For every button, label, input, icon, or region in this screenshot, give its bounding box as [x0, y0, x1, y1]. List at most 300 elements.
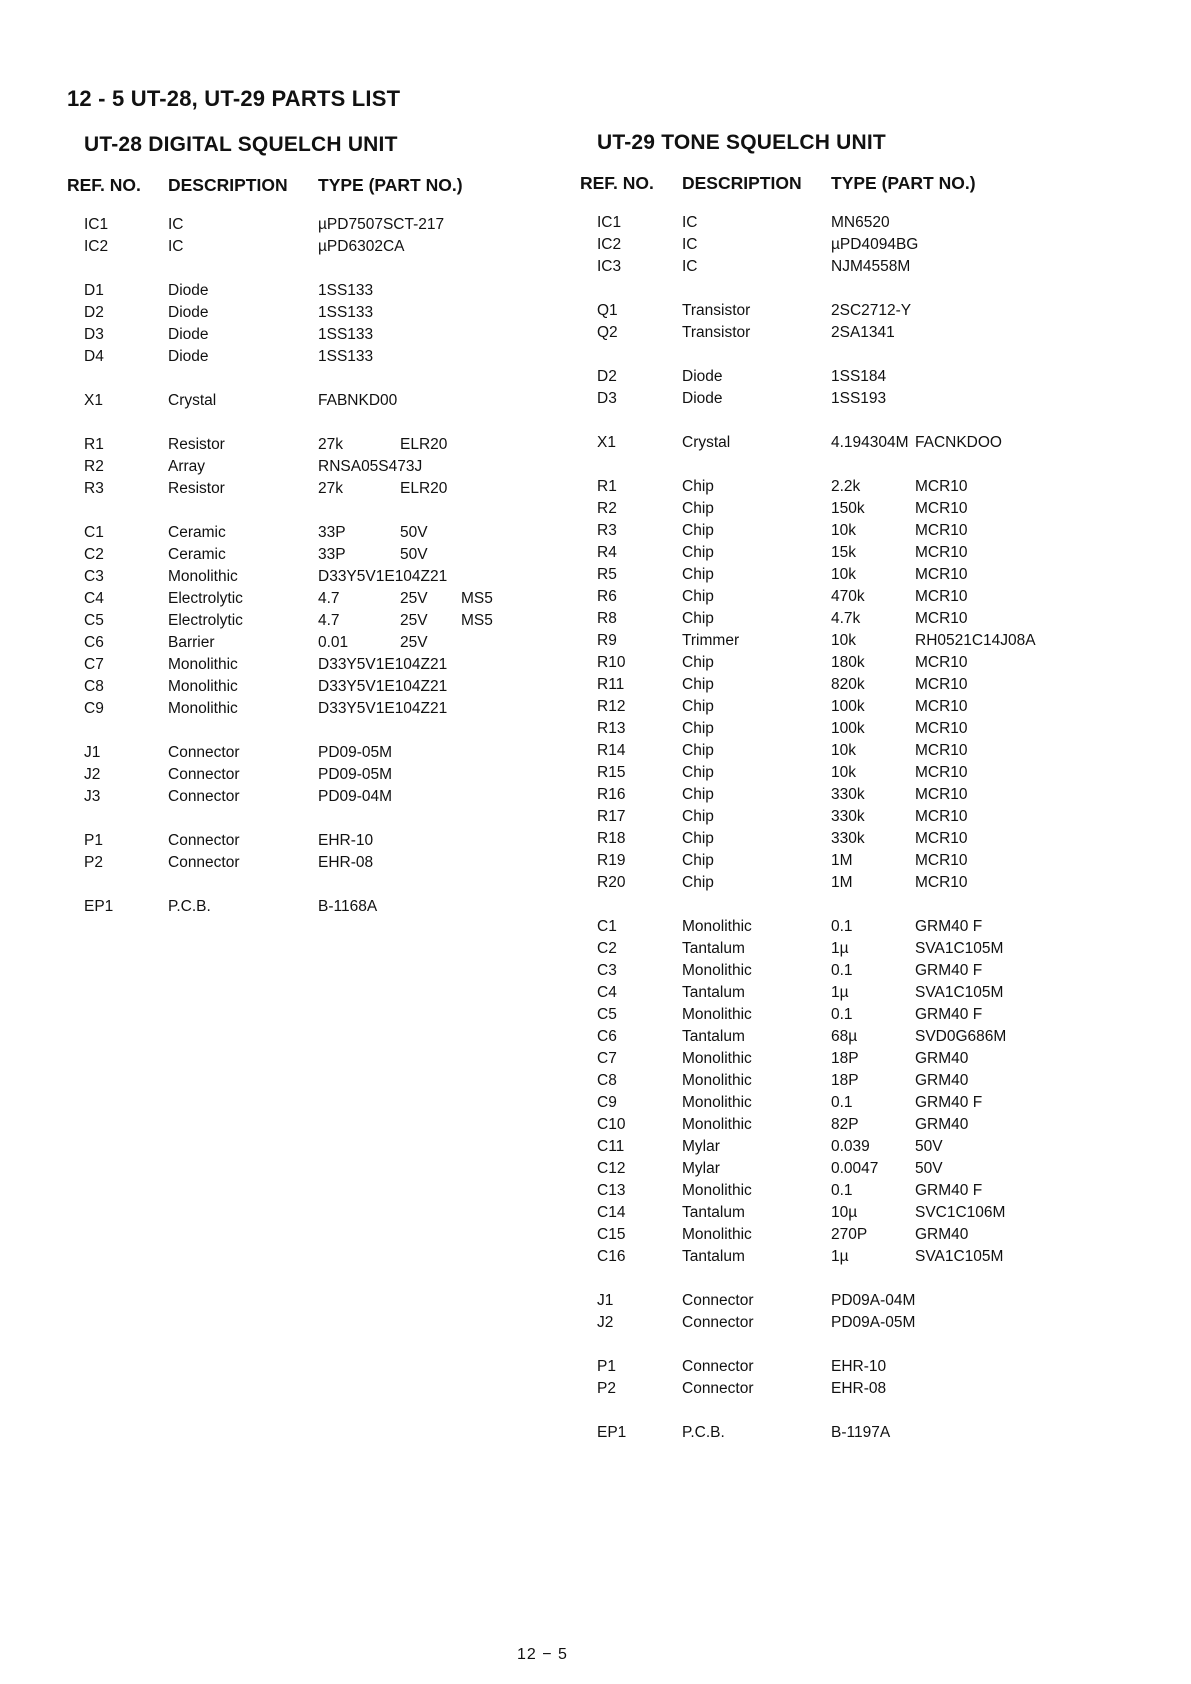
parts-row-ref-no: R1 — [597, 478, 617, 495]
parts-row-ref-no: C15 — [597, 1226, 626, 1243]
parts-row-description: Monolithic — [682, 962, 752, 979]
parts-row-description: Diode — [168, 282, 209, 299]
parts-row-ref-no: C4 — [84, 590, 104, 607]
ut29-header-desc: DESCRIPTION — [682, 173, 802, 193]
parts-row-ref-no: C7 — [84, 656, 104, 673]
parts-row-value-2: SVA1C105M — [915, 984, 1004, 1001]
parts-row-description: Chip — [682, 566, 714, 583]
parts-row-ref-no: X1 — [597, 434, 616, 451]
parts-row-type: 0.01 — [318, 634, 349, 651]
parts-row-ref-no: R4 — [597, 544, 617, 561]
parts-row-value-3: MS5 — [461, 612, 493, 629]
parts-row-description: Chip — [682, 544, 714, 561]
parts-row-type: 10µ — [831, 1204, 858, 1221]
parts-row-type: 1µ — [831, 1248, 849, 1265]
parts-row-type: 180k — [831, 654, 865, 671]
parts-row-description: Monolithic — [168, 656, 238, 673]
parts-row-description: Connector — [168, 832, 240, 849]
parts-row-description: Monolithic — [168, 700, 238, 717]
parts-row-ref-no: R1 — [84, 436, 104, 453]
parts-row-value-2: SVD0G686M — [915, 1028, 1007, 1045]
parts-row — [0, 872, 1191, 894]
parts-row-value-2: 50V — [915, 1138, 943, 1155]
parts-row-description: Monolithic — [682, 918, 752, 935]
parts-row-value-2: FACNKDOO — [915, 434, 1002, 451]
parts-row-ref-no: Q2 — [597, 324, 618, 341]
parts-row-ref-no: Q1 — [597, 302, 618, 319]
parts-row — [0, 762, 1191, 784]
parts-row — [0, 1356, 1191, 1378]
parts-row-description: Chip — [682, 852, 714, 869]
parts-row-description: Monolithic — [682, 1226, 752, 1243]
parts-row — [0, 212, 1191, 234]
parts-row-ref-no: IC1 — [597, 214, 622, 231]
parts-row-description: Tantalum — [682, 940, 745, 957]
ut29-header-type: TYPE (PART NO.) — [831, 173, 976, 193]
parts-row-description: IC — [682, 214, 698, 231]
parts-row-value-2: GRM40 — [915, 1226, 969, 1243]
parts-row — [0, 498, 1191, 520]
parts-row-ref-no: C9 — [597, 1094, 617, 1111]
parts-row-type: EHR-10 — [318, 832, 374, 849]
parts-row-description: Ceramic — [168, 546, 226, 563]
parts-row-value-2: 25V — [400, 612, 428, 629]
parts-row-ref-no: C8 — [597, 1072, 617, 1089]
parts-row — [0, 1312, 1191, 1334]
parts-row-ref-no: EP1 — [84, 898, 114, 915]
parts-row-value-2: SVA1C105M — [915, 1248, 1004, 1265]
parts-row-type: 33P — [318, 546, 346, 563]
parts-row-type: 82P — [831, 1116, 859, 1133]
parts-row-value-2: MCR10 — [915, 588, 968, 605]
parts-row-ref-no: R3 — [84, 480, 104, 497]
parts-row-type: PD09-05M — [318, 766, 393, 783]
parts-row-type: RNSA05S473J — [318, 458, 423, 475]
parts-row-ref-no: C5 — [84, 612, 104, 629]
ut28-header-type: TYPE (PART NO.) — [318, 175, 463, 195]
parts-row-type: 270P — [831, 1226, 868, 1243]
parts-row-description: IC — [168, 238, 184, 255]
parts-row-ref-no: J3 — [84, 788, 101, 805]
parts-row-value-2: 50V — [915, 1160, 943, 1177]
parts-row-value-2: MCR10 — [915, 544, 968, 561]
parts-row-description: Chip — [682, 654, 714, 671]
parts-row-type: 0.039 — [831, 1138, 870, 1155]
parts-row-ref-no: D2 — [597, 368, 617, 385]
parts-row-description: Connector — [168, 788, 240, 805]
parts-row — [0, 828, 1191, 850]
ut28-title: UT-28 DIGITAL SQUELCH UNIT — [84, 133, 398, 156]
parts-row — [0, 1114, 1191, 1136]
parts-row-ref-no: C3 — [84, 568, 104, 585]
parts-row — [0, 564, 1191, 586]
parts-row-description: IC — [682, 258, 698, 275]
parts-row-type: D33Y5V1E104Z21 — [318, 678, 448, 695]
parts-row-value-2: ELR20 — [400, 436, 448, 453]
parts-row — [0, 1158, 1191, 1180]
parts-row-ref-no: C4 — [597, 984, 617, 1001]
parts-row-ref-no: C10 — [597, 1116, 626, 1133]
parts-row-type: 18P — [831, 1050, 859, 1067]
parts-row-value-2: MCR10 — [915, 698, 968, 715]
parts-row — [0, 300, 1191, 322]
parts-row-ref-no: C2 — [84, 546, 104, 563]
parts-row-ref-no: D1 — [84, 282, 104, 299]
parts-row-description: IC — [168, 216, 184, 233]
parts-row-description: Electrolytic — [168, 612, 243, 629]
parts-row — [0, 1378, 1191, 1400]
parts-row-ref-no: IC3 — [597, 258, 622, 275]
parts-row-ref-no: D2 — [84, 304, 104, 321]
parts-row-ref-no: IC2 — [84, 238, 109, 255]
parts-row-description: Ceramic — [168, 524, 226, 541]
parts-row-description: Connector — [682, 1358, 754, 1375]
parts-row — [0, 520, 1191, 542]
parts-row-value-2: MCR10 — [915, 830, 968, 847]
parts-row-description: Transistor — [682, 302, 751, 319]
parts-row-value-2: GRM40 — [915, 1050, 969, 1067]
parts-row-description: Crystal — [682, 434, 731, 451]
parts-row-value-2: 50V — [400, 546, 428, 563]
parts-row-ref-no: C12 — [597, 1160, 626, 1177]
parts-row-description: Chip — [682, 588, 714, 605]
parts-row-ref-no: R15 — [597, 764, 626, 781]
parts-row-ref-no: R8 — [597, 610, 617, 627]
parts-row-value-2: MCR10 — [915, 742, 968, 759]
parts-row-description: Tantalum — [682, 1204, 745, 1221]
parts-row-ref-no: P2 — [597, 1380, 616, 1397]
parts-row — [0, 256, 1191, 278]
ut28-header-ref: REF. NO. — [67, 175, 141, 195]
parts-row-ref-no: C11 — [597, 1138, 625, 1155]
parts-row-ref-no: D3 — [84, 326, 104, 343]
parts-row-type: 4.7k — [831, 610, 861, 627]
parts-row-description: Monolithic — [682, 1050, 752, 1067]
parts-row-type: PD09A-04M — [831, 1292, 916, 1309]
parts-row-ref-no: R16 — [597, 786, 626, 803]
parts-row — [0, 1180, 1191, 1202]
parts-row-description: Chip — [682, 698, 714, 715]
parts-row — [0, 784, 1191, 806]
parts-row-ref-no: R10 — [597, 654, 626, 671]
parts-row-value-2: MCR10 — [915, 874, 968, 891]
parts-row-ref-no: IC1 — [84, 216, 109, 233]
parts-row — [0, 982, 1191, 1004]
parts-row-description: Chip — [682, 808, 714, 825]
parts-row-ref-no: R2 — [84, 458, 104, 475]
parts-row-type: PD09A-05M — [831, 1314, 916, 1331]
parts-row-description: P.C.B. — [168, 898, 211, 915]
parts-row-description: Monolithic — [168, 678, 238, 695]
parts-row-ref-no: R12 — [597, 698, 626, 715]
parts-row-description: Electrolytic — [168, 590, 243, 607]
parts-row-ref-no: R3 — [597, 522, 617, 539]
parts-row-ref-no: R9 — [597, 632, 617, 649]
parts-row-type: 4.7 — [318, 590, 340, 607]
parts-row-type: PD09-04M — [318, 788, 393, 805]
parts-row-value-2: 25V — [400, 590, 428, 607]
parts-row — [0, 1070, 1191, 1092]
parts-row-description: Diode — [168, 348, 209, 365]
parts-row-description: Connector — [168, 854, 240, 871]
parts-row — [0, 652, 1191, 674]
parts-row-type: EHR-08 — [831, 1380, 887, 1397]
parts-row — [0, 388, 1191, 410]
parts-row-type: MN6520 — [831, 214, 890, 231]
parts-row-type: µPD7507SCT-217 — [318, 216, 445, 233]
parts-row-value-2: GRM40 — [915, 1072, 969, 1089]
parts-row-description: Connector — [682, 1380, 754, 1397]
parts-row — [0, 960, 1191, 982]
parts-row-ref-no: J2 — [84, 766, 101, 783]
parts-row-description: Chip — [682, 610, 714, 627]
parts-row-type: B-1197A — [831, 1424, 891, 1441]
parts-row-ref-no: R17 — [597, 808, 626, 825]
parts-row-type: 27k — [318, 436, 343, 453]
parts-row-description: Transistor — [682, 324, 751, 341]
parts-row-description: Connector — [682, 1314, 754, 1331]
parts-row-description: Diode — [682, 390, 723, 407]
parts-row-type: 2SA1341 — [831, 324, 895, 341]
parts-row-value-2: SVA1C105M — [915, 940, 1004, 957]
parts-row — [0, 806, 1191, 828]
parts-row — [0, 850, 1191, 872]
parts-row — [0, 1422, 1191, 1444]
parts-row-description: Monolithic — [168, 568, 238, 585]
parts-row — [0, 1026, 1191, 1048]
parts-row-type: 18P — [831, 1072, 859, 1089]
parts-row-value-2: MCR10 — [915, 852, 968, 869]
parts-row-description: Mylar — [682, 1160, 720, 1177]
parts-row — [0, 542, 1191, 564]
parts-row-description: IC — [682, 236, 698, 253]
parts-row — [0, 432, 1191, 454]
parts-row-value-2: MCR10 — [915, 610, 968, 627]
parts-row-type: PD09-05M — [318, 744, 393, 761]
parts-row-description: Monolithic — [682, 1094, 752, 1111]
parts-row-type: 1SS133 — [318, 326, 374, 343]
parts-row-type: µPD6302CA — [318, 238, 405, 255]
parts-row-value-2: MCR10 — [915, 808, 968, 825]
parts-row-type: 33P — [318, 524, 346, 541]
parts-row-value-2: 50V — [400, 524, 428, 541]
parts-row-description: Diode — [168, 326, 209, 343]
parts-row-type: 1SS133 — [318, 282, 374, 299]
parts-row-type: 10k — [831, 566, 856, 583]
parts-row-type: 1M — [831, 874, 853, 891]
parts-row-description: Chip — [682, 478, 714, 495]
parts-row-type: 470k — [831, 588, 865, 605]
parts-row-ref-no: C2 — [597, 940, 617, 957]
parts-row-type: 10k — [831, 764, 856, 781]
parts-row-description: Chip — [682, 742, 714, 759]
parts-row-type: 100k — [831, 720, 865, 737]
parts-row-value-3: MS5 — [461, 590, 493, 607]
parts-row-ref-no: R14 — [597, 742, 626, 759]
parts-row-value-2: MCR10 — [915, 720, 968, 737]
parts-row-type: 0.1 — [831, 1006, 853, 1023]
parts-row-ref-no: C5 — [597, 1006, 617, 1023]
parts-row — [0, 586, 1191, 608]
parts-row — [0, 938, 1191, 960]
parts-row — [0, 234, 1191, 256]
parts-row-ref-no: J1 — [84, 744, 101, 761]
parts-row-ref-no: R13 — [597, 720, 626, 737]
parts-row-type: 2.2k — [831, 478, 861, 495]
ut29-header-ref: REF. NO. — [580, 173, 654, 193]
parts-row-type: 0.1 — [831, 962, 853, 979]
parts-row-description: Connector — [168, 766, 240, 783]
parts-row-type: 0.1 — [831, 918, 853, 935]
parts-row-ref-no: D3 — [597, 390, 617, 407]
parts-row-ref-no: P1 — [84, 832, 103, 849]
parts-row-value-2: GRM40 F — [915, 1006, 983, 1023]
parts-row-type: D33Y5V1E104Z21 — [318, 656, 448, 673]
parts-row-value-2: GRM40 F — [915, 962, 983, 979]
parts-row-ref-no: X1 — [84, 392, 103, 409]
parts-row-type: 1SS133 — [318, 304, 374, 321]
page-title: 12 - 5 UT-28, UT-29 PARTS LIST — [67, 86, 401, 111]
parts-row-ref-no: C1 — [84, 524, 104, 541]
parts-row-description: Chip — [682, 830, 714, 847]
parts-row — [0, 1246, 1191, 1268]
parts-row — [0, 476, 1191, 498]
parts-row-ref-no: EP1 — [597, 1424, 627, 1441]
parts-row-ref-no: C1 — [597, 918, 617, 935]
parts-row — [0, 1092, 1191, 1114]
parts-row-ref-no: R20 — [597, 874, 626, 891]
parts-row-type: 150k — [831, 500, 865, 517]
parts-row-ref-no: C13 — [597, 1182, 626, 1199]
parts-row-ref-no: P1 — [597, 1358, 616, 1375]
parts-row-ref-no: D4 — [84, 348, 104, 365]
parts-row-description: Diode — [682, 368, 723, 385]
parts-row-value-2: GRM40 — [915, 1116, 969, 1133]
parts-row-value-2: 25V — [400, 634, 428, 651]
parts-row-description: Monolithic — [682, 1006, 752, 1023]
parts-row-ref-no: R6 — [597, 588, 617, 605]
parts-row-description: Array — [168, 458, 206, 475]
parts-row-ref-no: C7 — [597, 1050, 617, 1067]
parts-row-value-2: MCR10 — [915, 786, 968, 803]
parts-row-description: Trimmer — [682, 632, 740, 649]
parts-row-type: 27k — [318, 480, 343, 497]
parts-row-type: 1SS133 — [318, 348, 374, 365]
ut29-parts-list — [0, 212, 1191, 1444]
parts-row-type: 1µ — [831, 940, 849, 957]
parts-row-ref-no: IC2 — [597, 236, 622, 253]
parts-row-value-2: MCR10 — [915, 676, 968, 693]
page-footer: 12 − 5 — [517, 1646, 568, 1663]
parts-row-type: 0.1 — [831, 1094, 853, 1111]
parts-row-description: Chip — [682, 764, 714, 781]
parts-row — [0, 1136, 1191, 1158]
parts-row-description: Connector — [168, 744, 240, 761]
parts-row-description: P.C.B. — [682, 1424, 725, 1441]
parts-row-type: 1M — [831, 852, 853, 869]
parts-row-type: 68µ — [831, 1028, 858, 1045]
parts-row-ref-no: C3 — [597, 962, 617, 979]
parts-row-description: Chip — [682, 874, 714, 891]
parts-row-value-2: MCR10 — [915, 654, 968, 671]
parts-row-ref-no: C8 — [84, 678, 104, 695]
parts-row-ref-no: R5 — [597, 566, 617, 583]
parts-row — [0, 740, 1191, 762]
parts-row-value-2: MCR10 — [915, 478, 968, 495]
parts-row-ref-no: C9 — [84, 700, 104, 717]
parts-row-description: Diode — [168, 304, 209, 321]
parts-row — [0, 1048, 1191, 1070]
parts-row-ref-no: R18 — [597, 830, 626, 847]
parts-row-type: 1SS193 — [831, 390, 887, 407]
parts-row-value-2: MCR10 — [915, 566, 968, 583]
parts-row-value-2: MCR10 — [915, 500, 968, 517]
parts-row-type: D33Y5V1E104Z21 — [318, 700, 448, 717]
parts-row-type: 0.0047 — [831, 1160, 879, 1177]
parts-row-type: D33Y5V1E104Z21 — [318, 568, 448, 585]
parts-row-type: 820k — [831, 676, 865, 693]
parts-row-ref-no: R11 — [597, 676, 625, 693]
parts-row-value-2: MCR10 — [915, 764, 968, 781]
parts-row — [0, 718, 1191, 740]
parts-row — [0, 674, 1191, 696]
parts-row-type: 10k — [831, 522, 856, 539]
parts-row-description: Chip — [682, 720, 714, 737]
parts-row-ref-no: R19 — [597, 852, 626, 869]
parts-row-type: EHR-08 — [318, 854, 374, 871]
parts-row-description: Tantalum — [682, 984, 745, 1001]
parts-row-type: EHR-10 — [831, 1358, 887, 1375]
parts-row — [0, 1224, 1191, 1246]
parts-row-type: 0.1 — [831, 1182, 853, 1199]
parts-row-type: 4.7 — [318, 612, 340, 629]
parts-row-description: Connector — [682, 1292, 754, 1309]
parts-row-ref-no: C6 — [597, 1028, 617, 1045]
parts-row-value-2: GRM40 F — [915, 918, 983, 935]
parts-row-description: Monolithic — [682, 1116, 752, 1133]
parts-row-type: 10k — [831, 742, 856, 759]
parts-row-description: Resistor — [168, 436, 225, 453]
parts-row — [0, 322, 1191, 344]
parts-row — [0, 366, 1191, 388]
parts-row-type: 1SS184 — [831, 368, 887, 385]
parts-row-description: Resistor — [168, 480, 225, 497]
parts-row-ref-no: J2 — [597, 1314, 614, 1331]
parts-row-ref-no: C6 — [84, 634, 104, 651]
ut29-title: UT-29 TONE SQUELCH UNIT — [597, 131, 886, 154]
parts-row-value-2: MCR10 — [915, 522, 968, 539]
parts-row-description: Barrier — [168, 634, 215, 651]
parts-row-description: Mylar — [682, 1138, 720, 1155]
parts-row-ref-no: J1 — [597, 1292, 614, 1309]
parts-row-type: 15k — [831, 544, 856, 561]
parts-row-description: Tantalum — [682, 1248, 745, 1265]
parts-row-value-2: GRM40 F — [915, 1182, 983, 1199]
parts-row-ref-no: C16 — [597, 1248, 626, 1265]
parts-row-type: µPD4094BG — [831, 236, 919, 253]
parts-row-type: 10k — [831, 632, 856, 649]
parts-row-description: Chip — [682, 676, 714, 693]
parts-row-description: Monolithic — [682, 1072, 752, 1089]
parts-row-type: 100k — [831, 698, 865, 715]
parts-row-type: 1µ — [831, 984, 849, 1001]
parts-row-description: Chip — [682, 522, 714, 539]
parts-row — [0, 696, 1191, 718]
parts-row-description: Crystal — [168, 392, 217, 409]
parts-row-type: NJM4558M — [831, 258, 911, 275]
parts-row-value-2: RH0521C14J08A — [915, 632, 1036, 649]
parts-row — [0, 916, 1191, 938]
